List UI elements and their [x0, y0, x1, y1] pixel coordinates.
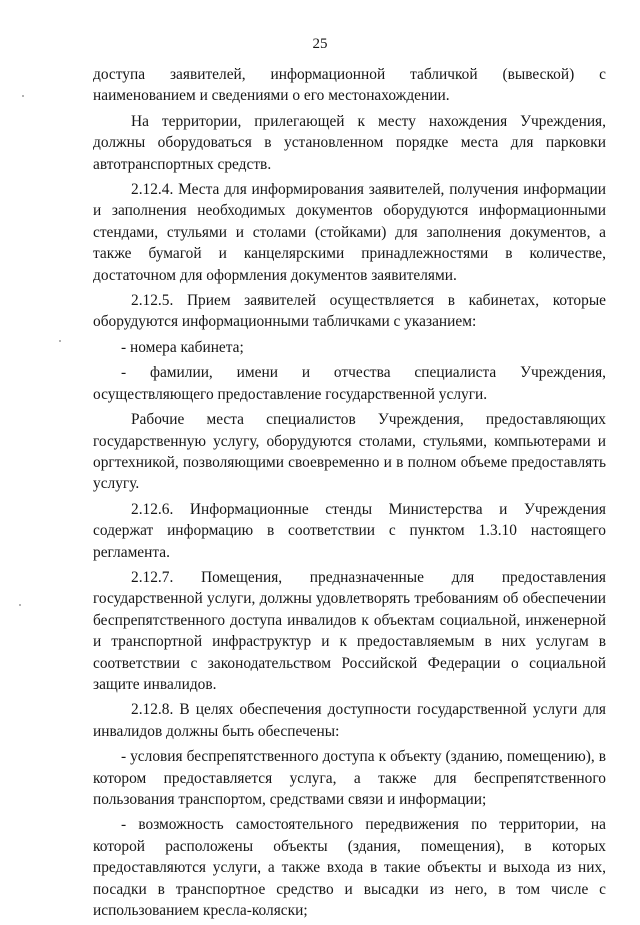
list-item-room-number: - номера кабинета;	[121, 338, 244, 356]
scan-speck	[59, 340, 61, 342]
scan-speck	[19, 604, 21, 606]
paragraph-2-12-4: 2.12.4. Места для информирования заявителей, получения информации и заполнения необходимых документов оборудуются информационными стендами, стульями и столами (стойками) для заполнения документов, а также бумагой и канцелярскими принадлежностями в количестве, достаточном для оформления документов заявителями.	[93, 181, 606, 284]
paragraph-2-12-6: 2.12.6. Информационные стенды Министерства и Учреждения содержат информацию в соответствии с пунктом 1.3.10 настоящего регламента.	[93, 500, 606, 561]
paragraph-2-12-7: 2.12.7. Помещения, предназначенные для предоставления государственной услуги, должны удовлетворять требованиям об обеспечении беспрепятственного доступа инвалидов к объектам социальной, инженерной и транспортной инфраструктур и к предоставляемым в них услугам в соответствии с законодательством Российской Федерации о социальной защите инвалидов.	[93, 568, 606, 693]
document-body	[93, 64, 606, 925]
list-item-movement: - возможность самостоятельного передвижения по территории, на которой расположены объекты (здания, помещения), в которых предоставляются услуги, а также входа в такие объекты и выхода из них, посадки в транспортное средство и высадки из него, в том числе с использованием кресла-коляски;	[93, 816, 606, 920]
list-item-access-conditions: - условия беспрепятственного доступа к объекту (зданию, помещению), в котором предоставляется услуга, а также для беспрепятственного пользования транспортом, средствами связи и информации;	[93, 748, 606, 808]
paragraph-workplaces: Рабочие места специалистов Учреждения, предоставляющих государственную услугу, оборудуются столами, стульями, компьютерами и оргтехникой, позволяющими своевременно и в полном объеме предоставлять услугу.	[93, 411, 606, 493]
page-number: 25	[312, 36, 328, 52]
paragraph-2-12-8: 2.12.8. В целях обеспечения доступности государственной услуги для инвалидов должны быть обеспечены:	[93, 701, 606, 740]
paragraph-parking: На территории, прилегающей к месту нахождения Учреждения, должны оборудоваться в установленном порядке места для парковки автотранспортных средств.	[93, 112, 606, 173]
paragraph-continuation: доступа заявителей, информационной табличкой (вывеской) с наименованием и сведениями о его местонахождении.	[93, 66, 606, 105]
scan-speck	[22, 95, 24, 97]
paragraph-2-12-5: 2.12.5. Прием заявителей осуществляется в кабинетах, которые оборудуются информационными табличками с указанием:	[93, 292, 606, 331]
list-item-specialist-name: - фамилии, имени и отчества специалиста Учреждения, осуществляющего предоставление государственной услуги.	[93, 364, 606, 403]
